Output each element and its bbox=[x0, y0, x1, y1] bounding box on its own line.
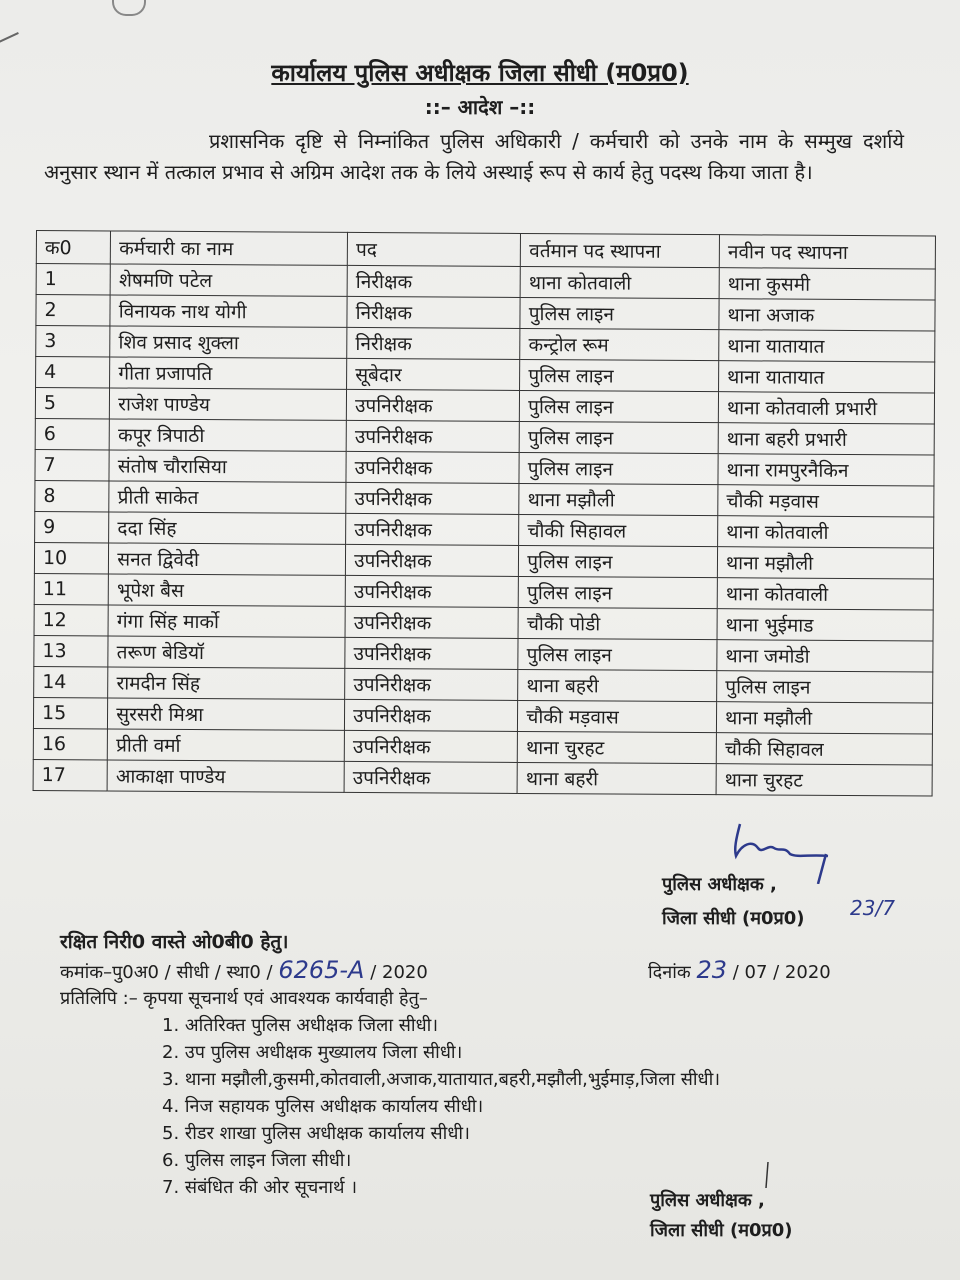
cell-employee-name: सुरसरी मिश्रा bbox=[108, 698, 345, 730]
cell-post: निरीक्षक bbox=[347, 296, 520, 328]
corner-mark bbox=[0, 32, 24, 54]
cell-post: उपनिरीक्षक bbox=[345, 637, 518, 669]
cell-post: उपनिरीक्षक bbox=[345, 699, 518, 731]
copy-to-item: 7. संबंधित की ओर सूचनार्थ । bbox=[162, 1177, 358, 1198]
cell-new-posting: थाना मझौली bbox=[717, 702, 933, 734]
cell-serial: 13 bbox=[34, 635, 108, 666]
cell-post: उपनिरीक्षक bbox=[345, 606, 518, 638]
cell-serial: 15 bbox=[33, 697, 107, 728]
cell-employee-name: शेषमणि पटेल bbox=[110, 264, 347, 296]
cell-serial: 1 bbox=[36, 264, 110, 295]
cell-employee-name: ददा सिंह bbox=[109, 512, 346, 544]
cell-new-posting: चौकी सिहावल bbox=[716, 733, 932, 765]
cell-post: निरीक्षक bbox=[347, 265, 520, 297]
cell-new-posting: थाना भुईमाड bbox=[717, 609, 933, 641]
order-number-prefix: कमांक–पु0अ0 / सीधी / स्था0 / bbox=[60, 962, 273, 983]
handwritten-date-day: 23 bbox=[696, 956, 727, 984]
handwritten-order-number: 6265-A bbox=[278, 956, 365, 984]
cell-employee-name: आकाक्षा पाण्डेय bbox=[107, 760, 344, 792]
handwritten-sign-date: 23/7 bbox=[850, 896, 895, 920]
cell-new-posting: थाना मझौली bbox=[717, 547, 933, 579]
cell-new-posting: थाना यातायात bbox=[719, 330, 935, 362]
cell-new-posting: चौकी मड़वास bbox=[718, 485, 934, 517]
col-header-post: पद bbox=[347, 232, 520, 266]
cell-serial: 8 bbox=[35, 480, 109, 511]
cell-new-posting: थाना कोतवाली प्रभारी bbox=[718, 392, 934, 424]
order-number-year: / 2020 bbox=[370, 962, 428, 983]
cell-post: उपनिरीक्षक bbox=[344, 730, 517, 762]
col-header-current-posting: वर्तमान पद स्थापना bbox=[521, 233, 720, 267]
cell-current-posting: पुलिस लाइन bbox=[518, 638, 717, 670]
cell-current-posting: थाना कोतवाली bbox=[520, 266, 719, 298]
cell-current-posting: पुलिस लाइन bbox=[519, 421, 718, 453]
copy-to-item: 1. अतिरिक्त पुलिस अधीक्षक जिला सीधी। bbox=[162, 1015, 439, 1036]
cell-employee-name: सनत द्विवेदी bbox=[109, 543, 346, 575]
cell-serial: 9 bbox=[35, 511, 109, 542]
cell-new-posting: थाना बहरी प्रभारी bbox=[718, 423, 934, 455]
cell-post: उपनिरीक्षक bbox=[346, 513, 519, 545]
cell-post: उपनिरीक्षक bbox=[344, 761, 517, 793]
cell-current-posting: कन्ट्रोल रूम bbox=[520, 328, 719, 360]
cell-employee-name: गंगा सिंह मार्को bbox=[108, 605, 345, 637]
copy-to-item: 6. पुलिस लाइन जिला सीधी। bbox=[162, 1150, 352, 1171]
cell-employee-name: संतोष चौरासिया bbox=[109, 450, 346, 482]
copy-to-item: 3. थाना मझौली,कुसमी,कोतवाली,अजाक,यातायात,बहरी,मझौली,भुईमाड़,जिला सीधी। bbox=[162, 1069, 721, 1090]
order-heading: ::– आदेश –:: bbox=[424, 95, 536, 119]
cell-new-posting: पुलिस लाइन bbox=[717, 671, 933, 703]
cell-current-posting: थाना मझौली bbox=[519, 483, 718, 515]
cell-current-posting: पुलिस लाइन bbox=[518, 576, 717, 608]
cell-current-posting: पुलिस लाइन bbox=[520, 359, 719, 391]
table-header-row bbox=[36, 231, 935, 269]
cell-post: उपनिरीक्षक bbox=[345, 668, 518, 700]
signatory-title: पुलिस अधीक्षक , bbox=[662, 874, 777, 895]
cell-new-posting: थाना यातायात bbox=[719, 361, 935, 393]
cell-new-posting: थाना जमोडी bbox=[717, 640, 933, 672]
col-header-serial: क0 bbox=[36, 231, 110, 264]
cell-employee-name: प्रीती साकेत bbox=[109, 481, 346, 513]
cell-new-posting: थाना अजाक bbox=[719, 299, 935, 331]
cell-post: उपनिरीक्षक bbox=[346, 389, 519, 421]
signatory-title-bottom: पुलिस अधीक्षक , bbox=[650, 1190, 765, 1211]
col-header-name: कर्मचारी का नाम bbox=[111, 231, 348, 265]
cell-employee-name: प्रीती वर्मा bbox=[108, 729, 345, 761]
table-body bbox=[33, 264, 935, 796]
copy-to-list bbox=[162, 1012, 720, 1201]
cell-current-posting: थाना बहरी bbox=[517, 762, 716, 794]
cell-employee-name: गीता प्रजापति bbox=[110, 357, 347, 389]
order-intro-paragraph: प्रशासनिक दृष्टि से निम्नांकित पुलिस अधिकारी / कर्मचारी को उनके नाम के सम्मुख दर्शाये अनुसार स्थान में तत्काल प्रभाव से अग्रिम आदेश तक के लिये अस्थाई रूप से कार्य हेतु पदस्थ किया जाता है। bbox=[44, 129, 904, 184]
cell-current-posting: थाना चुरहट bbox=[518, 731, 717, 763]
office-title: कार्यालय पुलिस अधीक्षक जिला सीधी (म0प्र0) bbox=[271, 59, 689, 87]
cell-post: उपनिरीक्षक bbox=[346, 420, 519, 452]
transfer-table bbox=[33, 230, 936, 796]
cell-serial: 4 bbox=[36, 357, 110, 388]
paper-clip bbox=[112, 0, 146, 16]
cell-employee-name: राजेश पाण्डेय bbox=[110, 388, 347, 420]
cell-post: उपनिरीक्षक bbox=[345, 575, 518, 607]
cell-post: निरीक्षक bbox=[347, 327, 520, 359]
cell-new-posting: थाना कोतवाली bbox=[717, 578, 933, 610]
cell-serial: 7 bbox=[35, 449, 109, 480]
cell-current-posting: चौकी सिहावल bbox=[519, 514, 718, 546]
cell-post: उपनिरीक्षक bbox=[346, 482, 519, 514]
cell-employee-name: रामदीन सिंह bbox=[108, 667, 345, 699]
cell-employee-name: भूपेश बैस bbox=[108, 574, 345, 606]
cell-new-posting: थाना कुसमी bbox=[719, 268, 935, 300]
cell-post: सूबेदार bbox=[347, 358, 520, 390]
cell-serial: 11 bbox=[34, 573, 108, 604]
cell-employee-name: तरूण बेडियॉ bbox=[108, 636, 345, 668]
cell-serial: 3 bbox=[36, 326, 110, 357]
cell-new-posting: थाना रामपुरनैकिन bbox=[718, 454, 934, 486]
signature-block-top bbox=[662, 868, 805, 936]
order-number-line bbox=[60, 956, 428, 984]
cell-current-posting: थाना बहरी bbox=[518, 669, 717, 701]
signatory-district: जिला सीधी (म0प्र0) bbox=[662, 908, 805, 929]
cell-post: उपनिरीक्षक bbox=[346, 451, 519, 483]
cell-current-posting: पुलिस लाइन bbox=[519, 452, 718, 484]
cell-serial: 14 bbox=[34, 666, 108, 697]
cell-serial: 12 bbox=[34, 604, 108, 635]
cell-serial: 6 bbox=[35, 418, 109, 449]
cell-new-posting: थाना कोतवाली bbox=[718, 516, 934, 548]
cell-serial: 5 bbox=[35, 388, 109, 419]
cell-serial: 2 bbox=[36, 295, 110, 326]
cell-current-posting: चौकी पोडी bbox=[518, 607, 717, 639]
cell-employee-name: शिव प्रसाद शुक्ला bbox=[110, 326, 347, 358]
cell-current-posting: चौकी मड़वास bbox=[518, 700, 717, 732]
col-header-new-posting: नवीन पद स्थापना bbox=[719, 235, 935, 269]
cell-current-posting: पुलिस लाइन bbox=[520, 390, 719, 422]
cell-employee-name: विनायक नाथ योगी bbox=[110, 295, 347, 327]
cell-current-posting: पुलिस लाइन bbox=[519, 545, 718, 577]
order-date-line bbox=[648, 956, 831, 984]
table-row bbox=[33, 759, 932, 795]
cell-post: उपनिरीक्षक bbox=[346, 544, 519, 576]
cell-employee-name: कपूर त्रिपाठी bbox=[109, 419, 346, 451]
signature-block-bottom bbox=[650, 1186, 793, 1246]
copy-to-item: 4. निज सहायक पुलिस अधीक्षक कार्यालय सीधी। bbox=[162, 1096, 484, 1117]
copy-to-heading: प्रतिलिपि :– कृपया सूचनार्थ एवं आवश्यक कार्यवाही हेतु– bbox=[60, 988, 428, 1009]
cell-current-posting: पुलिस लाइन bbox=[520, 297, 719, 329]
cell-serial: 17 bbox=[33, 759, 107, 790]
cell-new-posting: थाना चुरहट bbox=[716, 764, 932, 796]
reserve-inspector-note: रक्षित निरी0 वास्ते ओ0बी0 हेतु। bbox=[60, 931, 289, 953]
copy-to-item: 5. रीडर शाखा पुलिस अधीक्षक कार्यालय सीधी। bbox=[162, 1123, 470, 1144]
signatory-district-bottom: जिला सीधी (म0प्र0) bbox=[650, 1220, 793, 1241]
date-label: दिनांक bbox=[648, 962, 691, 983]
cell-serial: 10 bbox=[34, 542, 108, 573]
copy-to-item: 2. उप पुलिस अधीक्षक मुख्यालय जिला सीधी। bbox=[162, 1042, 463, 1063]
cell-serial: 16 bbox=[33, 728, 107, 759]
date-month-year: / 07 / 2020 bbox=[732, 962, 831, 983]
